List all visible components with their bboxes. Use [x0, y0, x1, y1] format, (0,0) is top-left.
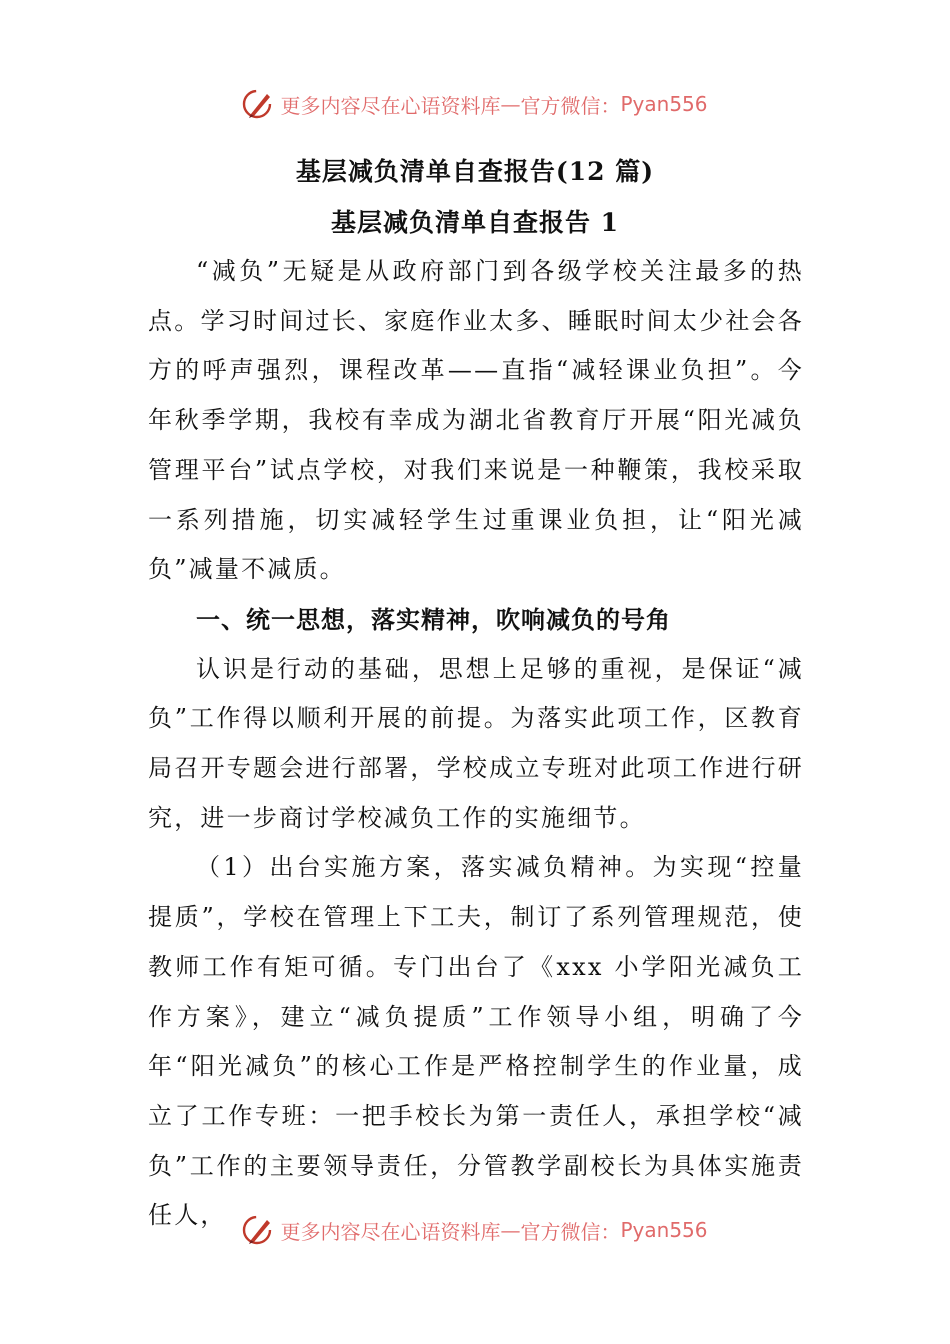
- body-paragraph: （1）出台实施方案，落实减负精神。为实现“控量提质”，学校在管理上下工夫，制订了系列管理规范，使教师工作有矩可循。专门出台了《xxx 小学阳光减负工作方案》，建立“减负提质”工作领导小组，明确了今年“阳光减负”的核心工作是严格控制学生的作业量，成立了工作专班：一把手校长为第一责任人，承担学校“减负”工作的主要领导责任，分管教学副校长为具体实施责任人，: [148, 853, 804, 1230]
- footer-banner: [0, 1210, 950, 1250]
- body-paragraph: “减负”无疑是从政府部门到各级学校关注最多的热点。学习时间过长、家庭作业太多、睡眠时间太少社会各方的呼声强烈，课程改革——直指“减轻课业负担”。今年秋季学期，我校有幸成为湖北省教育厅开展“阳光减负管理平台”试点学校，对我们来说是一种鞭策，我校采取一系列措施，切实减轻学生过重课业负担，让“阳光减负”减量不减质。: [148, 257, 804, 584]
- banner-wechat-id: Pyan556: [620, 92, 708, 116]
- document-body: [148, 247, 804, 1241]
- pen-swirl-logo-icon: [242, 1213, 276, 1247]
- document-subtitle: 基层减负清单自查报告 1: [330, 208, 620, 237]
- document-title: 基层减负清单自查报告(12 篇): [295, 157, 655, 186]
- banner-separator: —: [500, 1218, 521, 1242]
- header-banner: [0, 84, 950, 124]
- banner-wechat-label: 官方微信：: [520, 93, 621, 118]
- banner-separator: —: [500, 92, 521, 116]
- section-heading: 一、统一思想，落实精神，吹响减负的号角: [196, 604, 671, 634]
- banner-wechat-label: 官方微信：: [520, 1219, 621, 1244]
- body-paragraph: 认识是行动的基础，思想上足够的重视，是保证“减负”工作得以顺利开展的前提。为落实此项工作，区教育局召开专题会进行部署，学校成立专班对此项工作进行研究，进一步商讨学校减负工作的实施细节。: [148, 654, 804, 832]
- pen-swirl-logo-icon: [242, 87, 276, 121]
- banner-brand-text: 更多内容尽在心语资料库: [280, 1219, 501, 1244]
- banner-wechat-id: Pyan556: [620, 1218, 708, 1242]
- banner-brand-text: 更多内容尽在心语资料库: [280, 93, 501, 118]
